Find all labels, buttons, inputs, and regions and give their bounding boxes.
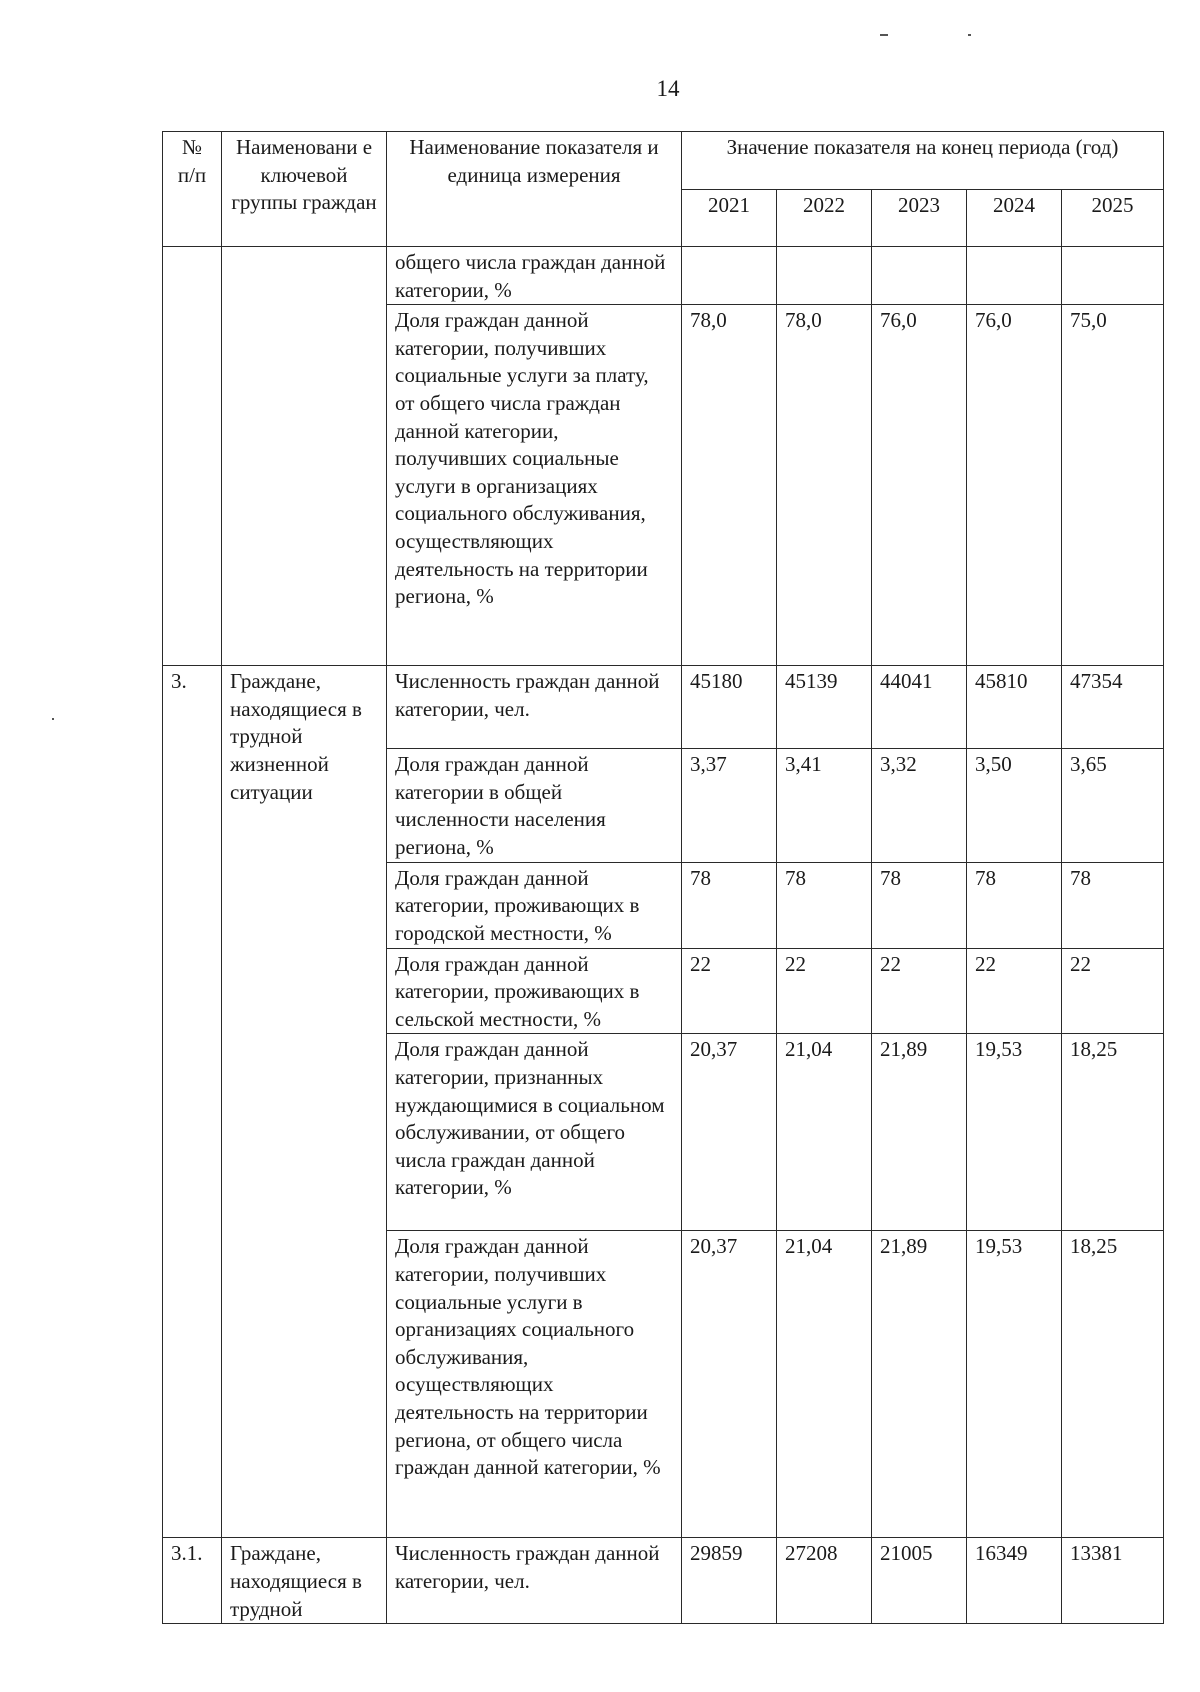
value-cell: 19,53 xyxy=(967,1231,1062,1538)
value-cell: 20,37 xyxy=(682,1231,777,1538)
value-cell: 78 xyxy=(1062,862,1164,948)
header-year: 2022 xyxy=(777,190,872,247)
scan-speck xyxy=(880,34,888,36)
value-cell: 76,0 xyxy=(967,305,1062,666)
indicator-name: Численность граждан данной категории, чел. xyxy=(387,666,682,749)
scan-speck xyxy=(968,34,971,36)
value-cell: 21,04 xyxy=(777,1034,872,1231)
header-period-values: Значение показателя на конец периода (год) xyxy=(682,132,1164,190)
value-cell xyxy=(777,247,872,305)
value-cell: 45810 xyxy=(967,666,1062,749)
value-cell: 18,25 xyxy=(1062,1034,1164,1231)
value-cell: 21,89 xyxy=(872,1231,967,1538)
table-row xyxy=(163,247,1164,305)
value-cell: 27208 xyxy=(777,1538,872,1624)
value-cell: 78 xyxy=(967,862,1062,948)
header-group-name: Наименовани е ключевой группы граждан xyxy=(222,132,387,247)
indicator-name: Доля граждан данной категории, проживающих в сельской местности, % xyxy=(387,948,682,1034)
value-cell: 78 xyxy=(872,862,967,948)
table-row xyxy=(163,1538,1164,1624)
value-cell: 16349 xyxy=(967,1538,1062,1624)
value-cell: 18,25 xyxy=(1062,1231,1164,1538)
header-number: № п/п xyxy=(163,132,222,247)
value-cell: 22 xyxy=(872,948,967,1034)
row-number: 3.1. xyxy=(163,1538,222,1624)
group-name: Граждане, находящиеся в трудной жизненной ситуации xyxy=(222,666,387,1538)
row-number: 3. xyxy=(163,666,222,1538)
header-year: 2025 xyxy=(1062,190,1164,247)
header-row xyxy=(163,132,1164,190)
group-name: Граждане, находящиеся в трудной xyxy=(222,1538,387,1624)
value-cell: 22 xyxy=(682,948,777,1034)
value-cell: 76,0 xyxy=(872,305,967,666)
table-row xyxy=(163,666,1164,749)
value-cell: 22 xyxy=(1062,948,1164,1034)
group-name xyxy=(222,247,387,666)
value-cell: 3,37 xyxy=(682,749,777,862)
value-cell xyxy=(682,247,777,305)
value-cell xyxy=(967,247,1062,305)
value-cell: 47354 xyxy=(1062,666,1164,749)
header-indicator-name: Наименование показателя и единица измерения xyxy=(387,132,682,247)
value-cell: 3,32 xyxy=(872,749,967,862)
value-cell: 22 xyxy=(967,948,1062,1034)
page-number: 14 xyxy=(656,76,680,101)
indicator-name: общего числа граждан данной категории, % xyxy=(387,247,682,305)
value-cell: 3,65 xyxy=(1062,749,1164,862)
scan-speck xyxy=(52,718,54,720)
value-cell xyxy=(872,247,967,305)
indicators-table xyxy=(162,131,1164,1624)
value-cell: 78 xyxy=(777,862,872,948)
value-cell: 78 xyxy=(682,862,777,948)
value-cell: 78,0 xyxy=(777,305,872,666)
indicator-name: Доля граждан данной категории в общей численности населения региона, % xyxy=(387,749,682,862)
value-cell: 20,37 xyxy=(682,1034,777,1231)
value-cell: 78,0 xyxy=(682,305,777,666)
value-cell: 75,0 xyxy=(1062,305,1164,666)
value-cell: 21,89 xyxy=(872,1034,967,1231)
value-cell xyxy=(1062,247,1164,305)
row-number xyxy=(163,247,222,666)
indicator-name: Доля граждан данной категории, получивших социальные услуги за плату, от общего числа граждан данной категории, получивших социальные услуги в организациях социального обслуживания, осуществляющих деятельность на территории региона, % xyxy=(387,305,682,666)
value-cell: 21005 xyxy=(872,1538,967,1624)
value-cell: 21,04 xyxy=(777,1231,872,1538)
indicator-name: Численность граждан данной категории, чел. xyxy=(387,1538,682,1624)
indicator-name: Доля граждан данной категории, проживающих в городской местности, % xyxy=(387,862,682,948)
indicator-name: Доля граждан данной категории, получивших социальные услуги в организациях социального обслуживания, осуществляющих деятельность на территории региона, от общего числа граждан данной категории, % xyxy=(387,1231,682,1538)
value-cell: 45180 xyxy=(682,666,777,749)
indicator-name: Доля граждан данной категории, признанных нуждающимися в социальном обслуживании, от общего числа граждан данной категории, % xyxy=(387,1034,682,1231)
value-cell: 3,50 xyxy=(967,749,1062,862)
header-year: 2021 xyxy=(682,190,777,247)
value-cell: 22 xyxy=(777,948,872,1034)
value-cell: 19,53 xyxy=(967,1034,1062,1231)
value-cell: 45139 xyxy=(777,666,872,749)
header-year: 2023 xyxy=(872,190,967,247)
value-cell: 29859 xyxy=(682,1538,777,1624)
value-cell: 44041 xyxy=(872,666,967,749)
value-cell: 3,41 xyxy=(777,749,872,862)
value-cell: 13381 xyxy=(1062,1538,1164,1624)
header-year: 2024 xyxy=(967,190,1062,247)
